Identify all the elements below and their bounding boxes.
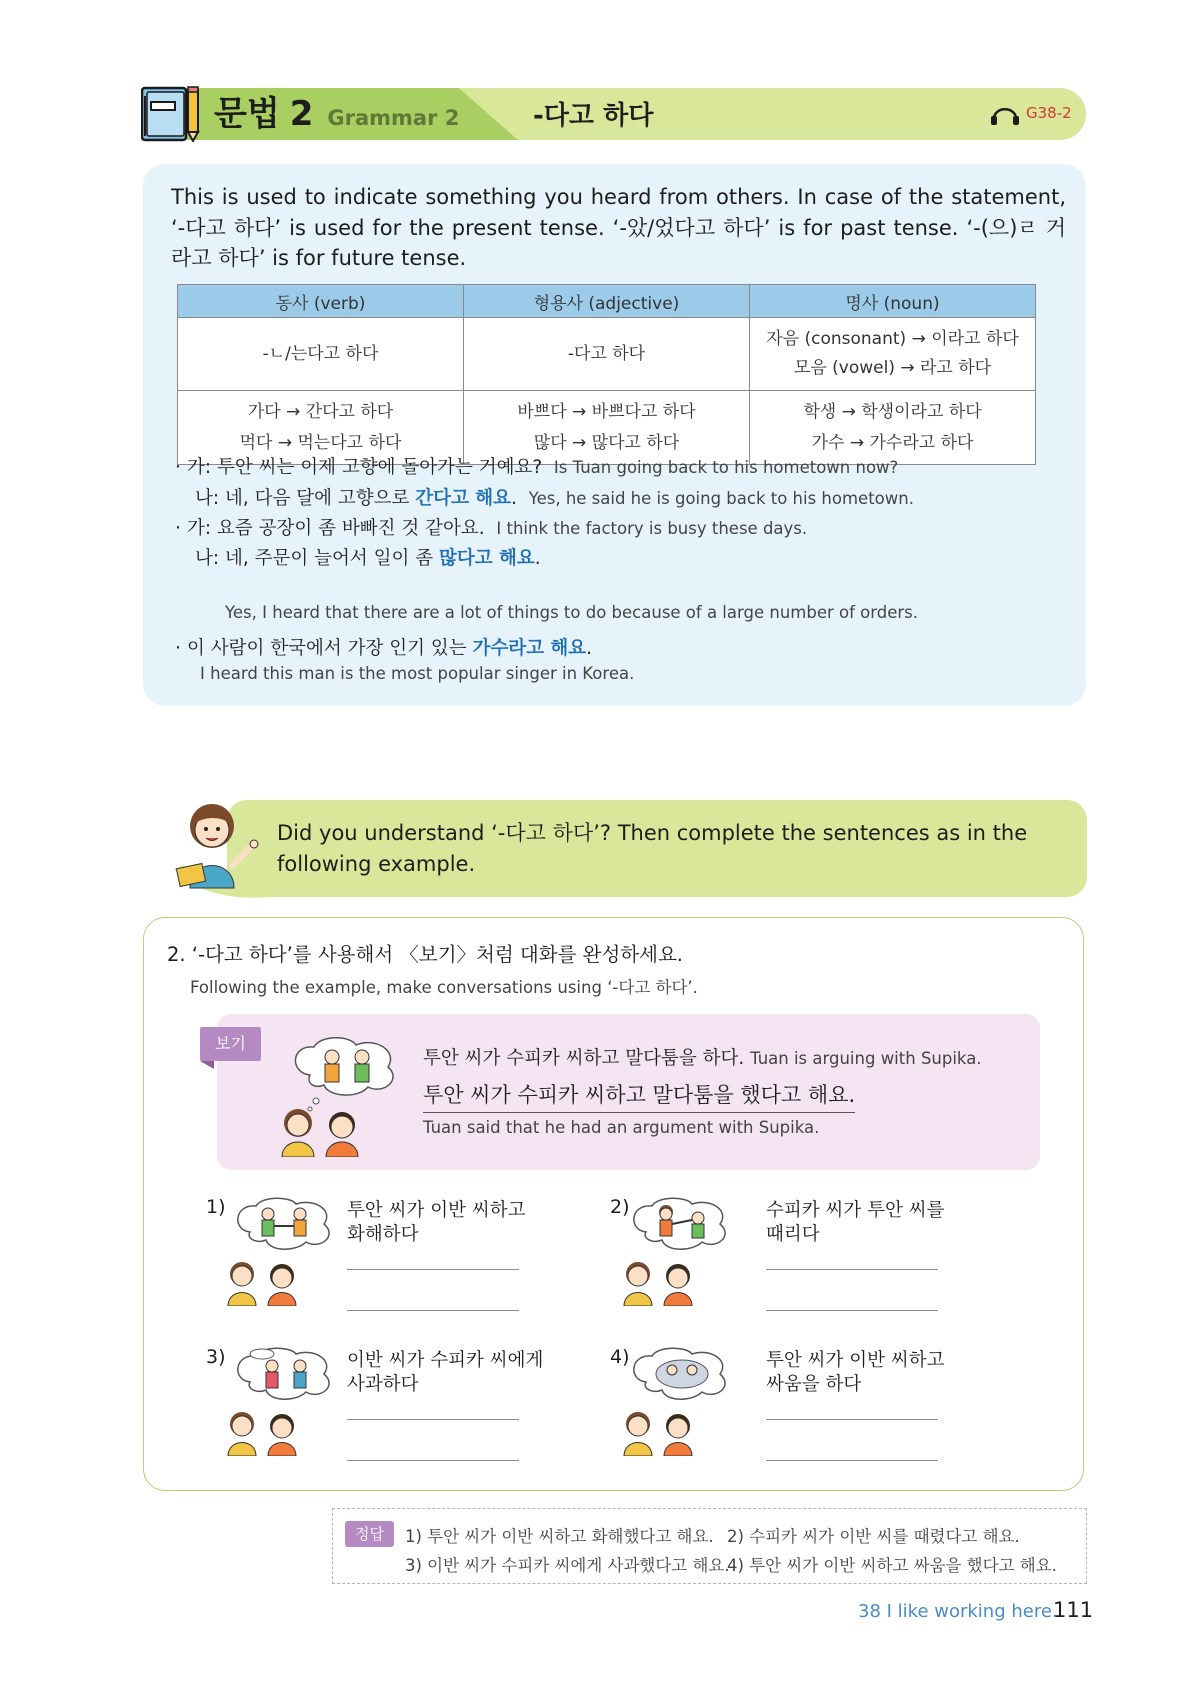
item-3-prompt: 이반 씨가 수피카 씨에게 사과하다 [347,1350,544,1395]
answer-line[interactable] [347,1460,519,1461]
noun-rule-consonant: 자음 (consonant) → 이라고 하다 [766,329,1019,349]
example-2-question: · 가: 요즘 공장이 좀 바빠진 것 같아요. I think the factory is busy these days. [175,518,808,539]
item-2-prompt: 수피카 씨가 투안 씨를 때리다 [766,1200,945,1245]
table-cell-noun-rule [750,318,1036,391]
example-prompt: 투안 씨가 수피카 씨하고 말다툼을 하다. Tuan is arguing with Supika. [423,1048,982,1069]
prompt-text [277,818,1057,880]
answer-line[interactable] [347,1310,519,1311]
example-3-sentence: · 이 사람이 한국에서 가장 인기 있는 가수라고 해요. [175,638,593,659]
noun-example-1: 학생 → 학생이라고 하다 [803,401,982,422]
teacher-icon [172,796,262,892]
answer-4: 4) 투안 씨가 이반 씨하고 싸움을 했다고 해요. [727,1556,1057,1575]
explanation-text: This is used to indicate something you heard from others. In case of the statement, ‘-다고 하다’ is used for the present tense. ‘-았/었다고 하다’ is for past tense. ‘-(으)ㄹ 거라고 하다’ is for future tense. [171,185,1066,270]
headphone-icon[interactable] [990,99,1020,127]
answer-2: 2) 수피카 씨가 이반 씨를 때렸다고 해요. [727,1527,1020,1546]
answer-1: 1) 투안 씨가 이반 씨하고 화해했다고 해요. [405,1527,714,1546]
example-2-answer: 나: 네, 주문이 늘어서 일이 좀 많다고 해요. [195,548,541,569]
highlight-text: 많다고 해요 [438,548,535,569]
section-title-ko: 문법 [214,94,280,134]
noun-rule-vowel: 모음 (vowel) → 라고 하다 [793,358,992,378]
example-answer: 투안 씨가 수피카 씨하고 말다툼을 했다고 해요. [423,1079,855,1113]
example-tag-fold [200,1061,214,1069]
example-1-question: · 가: 투안 씨는 이제 고향에 돌아가는 거예요? Is Tuan going back to his hometown now? [175,457,899,478]
verb-example-1: 가다 → 간다고 하다 [247,401,394,422]
example-2-answer-translation: Yes, I heard that there are a lot of things to do because of a large number of orders. [225,603,918,622]
item-number: 3) [206,1346,226,1368]
exercise-title: 2. ‘-다고 하다’를 사용해서 〈보기〉처럼 대화를 완성하세요. [167,943,684,966]
conjugation-table [177,284,1036,465]
answer-line[interactable] [766,1310,938,1311]
verb-example-2: 먹다 → 먹는다고 하다 [239,432,402,453]
section-title-en: Grammar 2 [327,106,460,130]
example-tag: 보기 [200,1027,261,1061]
two-people-thinking-illustration [280,1035,416,1157]
fight-illustration [622,1346,742,1456]
example-3-translation: I heard this man is the most popular singer in Korea. [200,664,635,683]
item-1-prompt: 투안 씨가 이반 씨하고 화해하다 [347,1200,526,1245]
table-cell-verb-rule: -ㄴ/는다고 하다 [178,318,464,391]
answer-line[interactable] [766,1269,938,1270]
grammar-pattern: -다고 하다 [533,101,654,131]
table-header-verb: 동사 (verb) [178,285,464,318]
table-row [178,318,1036,391]
pencil-icon [186,86,200,142]
item-number: 4) [610,1346,630,1368]
item-4-prompt: 투안 씨가 이반 씨하고 싸움을 하다 [766,1350,945,1395]
section-number: 2 [289,94,314,134]
footer-chapter-title: 38 I like working here. [858,1601,1058,1622]
prompt-line-2: following example. [277,852,476,876]
adjective-example-2: 많다 → 많다고 하다 [533,432,680,453]
section-title [214,90,459,138]
exercise-subtitle: Following the example, make conversations using ‘-다고 하다’. [190,978,698,997]
answer-key-tag: 정답 [345,1521,394,1547]
audio-track-code[interactable]: G38-2 [1026,104,1072,122]
answer-line[interactable] [766,1419,938,1420]
item-number: 1) [206,1196,226,1218]
apologize-illustration [226,1346,346,1456]
answer-line[interactable] [347,1419,519,1420]
table-header-adjective: 형용사 (adjective) [464,285,750,318]
noun-example-2: 가수 → 가수라고 하다 [811,432,974,453]
hit-illustration [622,1196,742,1306]
highlight-text: 간다고 해요 [415,488,512,509]
example-translation: Tuan said that he had an argument with Supika. [423,1118,820,1137]
reconcile-illustration [226,1196,346,1306]
answer-line[interactable] [766,1460,938,1461]
answer-line[interactable] [347,1269,519,1270]
table-header-noun: 명사 (noun) [750,285,1036,318]
adjective-example-1: 바쁘다 → 바쁘다고 하다 [517,401,696,422]
example-1-answer: 나: 네, 다음 달에 고향으로 간다고 해요. Yes, he said he is going back to his hometown. [195,488,914,509]
table-cell-adjective-rule: -다고 하다 [464,318,750,391]
page-number: 111 [1053,1598,1094,1622]
highlight-text: 가수라고 해요 [472,638,587,659]
item-number: 2) [610,1196,630,1218]
prompt-line-1: Did you understand ‘-다고 하다’? Then complete the sentences as in the [277,821,1028,845]
answer-3: 3) 이반 씨가 수피카 씨에게 사과했다고 해요. [405,1556,730,1575]
